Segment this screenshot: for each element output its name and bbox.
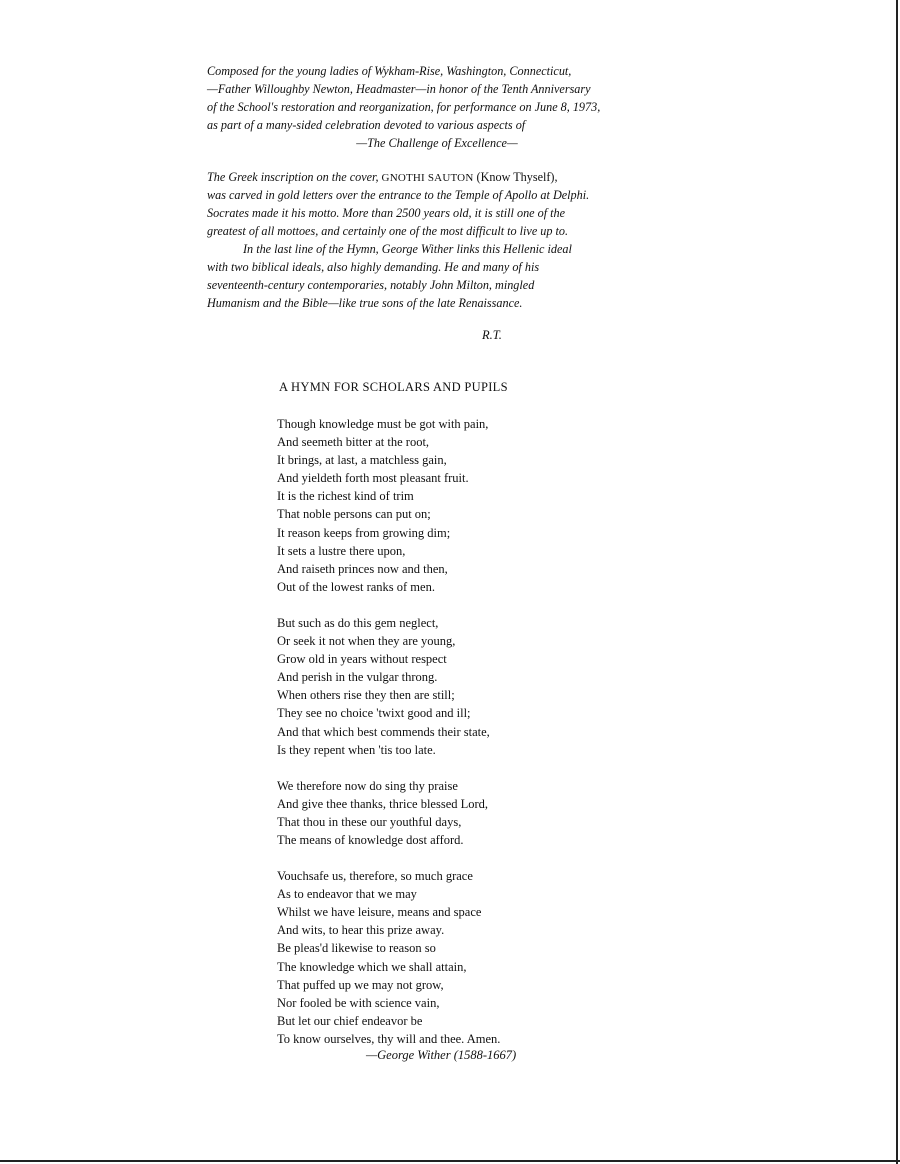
stanza (277, 415, 500, 596)
verse-line: When others rise they then are still; (277, 688, 455, 703)
verse-line: Though knowledge must be got with pain, (277, 417, 489, 431)
verse-line: That puffed up we may not grow, (277, 977, 444, 992)
verse-line: That thou in these our youthful days, (277, 814, 462, 829)
verse-line: It brings, at last, a matchless gain, (277, 453, 447, 468)
hymn-signature: —George Wither (1588-1667) (366, 1048, 517, 1062)
dedication-line: of the School's restoration and reorganization, for performance on June 8, 1973, (207, 100, 601, 114)
inscription-text-line: greatest of all mottoes, and certainly one of the most difficult to live up to. (207, 224, 569, 238)
inscription-line (207, 168, 707, 186)
verse-line: But let our chief endeavor be (277, 1013, 423, 1028)
verse-line: And wits, to hear this prize away. (277, 923, 445, 938)
verse-line: Grow old in years without respect (277, 652, 447, 667)
intro-notes (207, 62, 707, 312)
dedication-line: Composed for the young ladies of Wykham-Rise, Washington, Connecticut, (207, 64, 572, 78)
verse-line: Out of the lowest ranks of men. (277, 579, 435, 594)
verse-line: And that which best commends their state, (277, 724, 490, 739)
verse-line: That noble persons can put on; (277, 507, 431, 522)
dedication-line: as part of a many-sided celebration devoted to various aspects of (207, 118, 526, 132)
verse-line: And perish in the vulgar throng. (277, 670, 438, 685)
humanism-text-line: with two biblical ideals, also highly demanding. He and many of his (207, 260, 540, 274)
stanza (277, 867, 500, 1048)
page-edge-bottom (0, 1160, 900, 1162)
dedication-motto: —The Challenge of Excellence— (356, 136, 518, 150)
verse-line: They see no choice 'twixt good and ill; (277, 706, 471, 721)
verse-line: And seemeth bitter at the root, (277, 435, 430, 450)
verse-line: Is they repent when 'tis too late. (277, 742, 436, 757)
stanza (277, 614, 500, 759)
verse-line: It is the richest kind of trim (277, 489, 414, 504)
verse-line: The means of knowledge dost afford. (277, 832, 464, 847)
verse-line: But such as do this gem neglect, (277, 615, 439, 630)
verse-line: The knowledge which we shall attain, (277, 959, 467, 974)
verse-line: Vouchsafe us, therefore, so much grace (277, 869, 473, 884)
stanza (277, 777, 500, 849)
verse-line: And yieldeth forth most pleasant fruit. (277, 471, 469, 486)
humanism-text-line: Humanism and the Bible—like true sons of the late Renaissance. (207, 296, 523, 310)
humanism-text-line: seventeenth-century contemporaries, notably John Milton, mingled (207, 278, 535, 292)
verse-line: It sets a lustre there upon, (277, 543, 406, 558)
inscription-greek: GNOTHI SAUTON (381, 172, 474, 184)
verse-line: And raiseth princes now and then, (277, 561, 448, 576)
verse-line: To know ourselves, thy will and thee. Amen. (277, 1031, 501, 1046)
verse-line: Whilst we have leisure, means and space (277, 905, 482, 920)
humanism-text-line: In the last line of the Hymn, George Wither links this Hellenic ideal (243, 242, 572, 256)
author-initials: R.T. (482, 328, 502, 342)
inscription-prefix: The Greek inscription on the cover, (207, 170, 379, 184)
verse-line: It reason keeps from growing dim; (277, 525, 451, 540)
verse-line: We therefore now do sing thy praise (277, 778, 458, 793)
inscription-text-line: was carved in gold letters over the entrance to the Temple of Apollo at Delphi. (207, 188, 590, 202)
inscription-text-line: Socrates made it his motto. More than 2500 years old, it is still one of the (207, 206, 566, 220)
verse-line: Or seek it not when they are young, (277, 634, 456, 649)
verse-line: Be pleas'd likewise to reason so (277, 941, 436, 956)
verse-line: As to endeavor that we may (277, 887, 417, 902)
inscription-translation: (Know Thyself), (476, 170, 558, 184)
hymn-title: A HYMN FOR SCHOLARS AND PUPILS (279, 380, 508, 394)
verse-line: Nor fooled be with science vain, (277, 995, 440, 1010)
page-edge-right (896, 0, 898, 1164)
dedication-line: —Father Willoughby Newton, Headmaster—in honor of the Tenth Anniversary (207, 82, 591, 96)
verse-line: And give thee thanks, thrice blessed Lord, (277, 796, 489, 811)
hymn-poem (277, 415, 500, 1048)
